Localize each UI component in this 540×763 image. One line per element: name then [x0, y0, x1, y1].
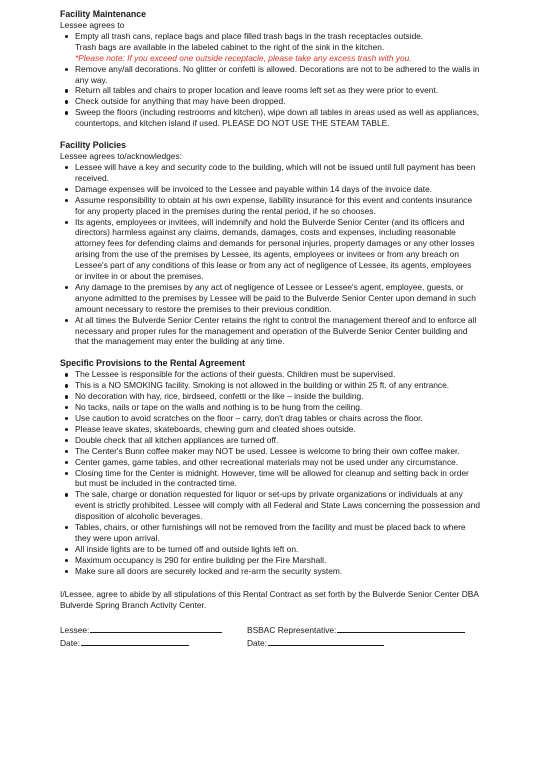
list-item: Check outside for anything that may have been dropped. [75, 96, 480, 107]
signature-block [60, 624, 480, 649]
facility-maintenance-list [60, 31, 480, 129]
facility-maintenance-heading: Facility Maintenance [60, 9, 147, 19]
list-item-text: Empty all trash cans, replace bags and place filled trash bags in the trash receptacles outside. [75, 30, 424, 41]
list-item: Damage expenses will be invoiced to the Lessee and payable within 14 days of the invoice date. [75, 184, 480, 195]
lessee-signature-line[interactable] [60, 624, 247, 636]
representative-date-line[interactable] [247, 637, 487, 649]
representative-date-field[interactable] [268, 637, 384, 646]
list-item: Maximum occupancy is 290 for entire building per the Fire Marshall. [75, 555, 480, 566]
document-body [60, 9, 480, 649]
specific-provisions-heading: Specific Provisions to the Rental Agreement [60, 358, 245, 369]
list-item: Assume responsibility to obtain at his own expense, liability insurance for this event and contents insurance for any property placed in the premises during the rental period, if he so chooses. [75, 195, 480, 217]
facility-policies-intro: Lessee agrees to/acknowledges: [60, 151, 182, 162]
lessee-label: Lessee: [60, 625, 90, 636]
list-item: Any damage to the premises by any act of negligence of Lessee or Lessee's agent, employee, guests, or anyone admitted to the premises by Lessee will be paid to the Bulverde Senior Center upon demand in such amount necessary to restore the premises to their previous condition. [75, 282, 480, 315]
lessee-date-label: Date: [60, 638, 81, 649]
list-item: No tacks, nails or tape on the walls and nothing is to be hung from the ceiling. [75, 402, 480, 413]
list-item: Make sure all doors are securely locked and re-arm the security system. [75, 566, 480, 577]
list-item: No decoration with hay, rice, birdseed, confetti or the like – inside the building. [75, 391, 480, 402]
trash-note: *Please note: If you exceed one outside receptacle, please take any excess trash with you. [75, 52, 412, 63]
facility-policies-heading: Facility Policies [60, 140, 127, 151]
lessee-date-line[interactable] [60, 637, 247, 649]
list-item: Center games, game tables, and other recreational materials may not be used under any circumstance. [75, 457, 480, 468]
lessee-date-field[interactable] [81, 637, 189, 646]
list-item: All inside lights are to be turned off and outside lights left on. [75, 544, 480, 555]
list-item: Its agents, employees or invitees, will indemnify and hold the Bulverde Senior Center (and its officers and directors) harmless against any claims, demands, damages, costs and expenses, including reasonable attorney fees for defending claims and demands for personal injuries, property damages or any other losses arising from the use of the premises by Lessee, its agents, employees or invitees or from any breach on Lessee's part of any conditions of this lease or from any act of negligence of Lessee, its agents, employees or invitee in or about the premises. [75, 217, 480, 282]
list-item: This is a NO SMOKING facility. Smoking is not allowed in the building or within 25 ft. of any entrance. [75, 380, 480, 391]
facility-maintenance-intro: Lessee agrees to [60, 20, 125, 30]
list-item: Remove any/all decorations. No glitter or confetti is allowed. Decorations are not to be adhered to the walls in any way. [75, 63, 480, 85]
representative-signature-line[interactable] [247, 624, 487, 636]
list-item: Use caution to avoid scratches on the floor – carry, don't drag tables or chairs across the floor. [75, 413, 480, 424]
list-item: The Lessee is responsible for the actions of their guests. Children must be supervised. [75, 369, 480, 380]
representative-label: BSBAC Representative: [247, 625, 337, 636]
list-item: Please leave skates, skateboards, chewing gum and cleated shoes outside. [75, 424, 480, 435]
agreement-statement: I/Lessee, agree to abide by all stipulations of this Rental Contract as set forth by the Bulverde Senior Center DBA Bulverde Spring Branch Activity Center. [60, 588, 479, 610]
facility-policies-list [60, 162, 480, 347]
list-item-subtext: Trash bags are available in the labeled cabinet to the right of the sink in the kitchen. [75, 41, 385, 52]
list-item: At all times the Bulverde Senior Center retains the right to control the management thereof and to enforce all necessary and proper rules for the management and operation of the Bulverde Senior Center building and that the management may enter the building at any time. [75, 315, 480, 348]
lessee-signature-field[interactable] [90, 624, 222, 633]
list-item [75, 31, 480, 64]
specific-provisions-list [60, 369, 480, 576]
list-item: The sale, charge or donation requested for liquor or set-ups by private organizations or individuals at any event is strictly prohibited. Lessee will comply with all Federal and State Laws concerning the possession and disposition of alcoholic beverages. [75, 489, 481, 522]
specific-provisions-section [60, 358, 480, 576]
list-item: Return all tables and chairs to proper location and leave rooms left set as they were prior to event. [75, 85, 480, 96]
list-item: Sweep the floors (including restrooms and kitchen), wipe down all tables in areas used as well as appliances, countertops, and kitchen island if used. PLEASE DO NOT USE THE STEAM TABLE. [75, 107, 480, 129]
representative-date-label: Date: [247, 638, 268, 649]
list-item: Tables, chairs, or other furnishings will not be removed from the facility and must be placed back to where they were upon arrival. [75, 522, 480, 544]
facility-maintenance-section [60, 9, 480, 129]
representative-signature-field[interactable] [337, 624, 465, 633]
list-item: Closing time for the Center is midnight. However, time will be allowed for cleanup and setting back in order but must be included in the contracted time. [75, 468, 480, 490]
list-item: Double check that all kitchen appliances are turned off. [75, 435, 480, 446]
list-item: Lessee will have a key and security code to the building, which will not be issued until full payment has been received. [75, 162, 480, 184]
list-item: The Center's Bunn coffee maker may NOT be used. Lessee is welcome to bring their own coffee maker. [75, 446, 480, 457]
facility-policies-section [60, 140, 480, 347]
